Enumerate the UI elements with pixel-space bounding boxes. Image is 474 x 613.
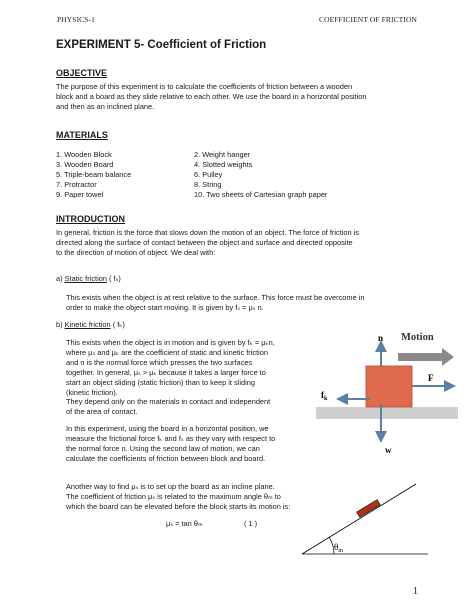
objective-heading: OBJECTIVE <box>56 68 108 78</box>
material-item: 3. Wooden Board <box>56 159 114 169</box>
motion-label: Motion <box>401 332 434 343</box>
static-friction-term: Static friction <box>64 274 107 283</box>
intro-line: to the direction of motion of object. We deal with: <box>56 248 216 258</box>
incline-diagram <box>300 476 432 560</box>
material-item: 5. Triple-beam balance <box>56 169 132 179</box>
materials-heading: MATERIALS <box>56 130 108 140</box>
introduction-heading: INTRODUCTION <box>56 214 125 224</box>
objective-text <box>56 82 416 113</box>
objective-line: block and a board as they slide relative to each other. We use the board in a horizontal position <box>56 92 367 102</box>
material-item: 9. Paper towel <box>56 189 104 199</box>
materials-col-2 <box>194 150 327 200</box>
ground-surface <box>316 407 458 419</box>
introduction-text <box>56 228 416 259</box>
kinetic-friction-heading: b) Kinetic friction ( fₖ) <box>56 320 125 329</box>
static-friction-text: This exists when the object is at rest relative to the surface. This force must be overcome in order to make the object start moving. It is given by fₛ = μₛ n. <box>66 293 365 312</box>
intro-line: In general, friction is the force that slows down the motion of an object. The force of friction is <box>56 228 360 237</box>
header-right: COEFFICIENT OF FRICTION <box>318 15 417 24</box>
equation: μₛ = tan θₘ <box>166 519 203 528</box>
material-item: 2. Weight hanger <box>194 150 251 159</box>
equation-number: ( 1 ) <box>244 519 258 528</box>
force-diagram <box>314 326 466 456</box>
kinetic-friction-text: This exists when the object is in motion and is given by fₖ = μₖn, where μₛ and μₖ are the coefficient of static and kinetic friction and n is the normal force which presses the two surfaces together. In general, μₛ > μₖ because it takes a larger force to start an object sliding (static friction) than to keep it sliding (kinetic friction). They depend only on the materials in contact and independent of the area of contact. <box>66 338 275 417</box>
applied-force-label: F <box>428 373 434 383</box>
static-friction-heading: a) Static friction ( fₛ) <box>56 274 121 283</box>
page-title: EXPERIMENT 5- Coefficient of Friction <box>56 39 267 51</box>
material-item: 4. Slotted weights <box>194 159 253 169</box>
objective-line: and then as an inclined plane. <box>56 102 155 112</box>
header-left: PHYSICS-1 <box>57 15 95 24</box>
horizontal-method-text: In this experiment, using the board in a horizontal position, we measure the frictional force fₖ and fₛ as they vary with respect to the normal force n. Using the second law of motion, we can calculate the coefficients of friction between block and board. <box>66 424 276 463</box>
angle-label: $\theta_m$ <box>334 542 343 554</box>
incline-plane-line <box>302 484 416 554</box>
weight-label: w <box>385 445 392 455</box>
objective-line: The purpose of this experiment is to calculate the coefficients of friction between a wooden <box>56 82 353 91</box>
material-item: 10. Two sheets of Cartesian graph paper <box>194 189 328 199</box>
material-item: 1. Wooden Block <box>56 150 112 159</box>
kinetic-friction-symbol: ( fₖ) <box>110 320 125 329</box>
static-friction-symbol: ( fₛ) <box>106 274 121 283</box>
block <box>366 366 412 407</box>
friction-force-label: $f_k$ <box>321 390 328 402</box>
material-item: 7. Protractor <box>56 179 97 189</box>
materials-col-1 <box>56 150 131 200</box>
kinetic-friction-term: Kinetic friction <box>64 320 111 329</box>
normal-force-label: n <box>378 333 384 343</box>
material-item: 8. String <box>194 179 222 189</box>
intro-line: directed along the surface of contact between the object and surface and directed opposite <box>56 238 353 248</box>
page-number: 1 <box>413 586 418 597</box>
motion-arrow <box>398 348 454 366</box>
incline-method-text: Another way to find μₛ is to set up the board as an incline plane. The coefficient of friction μₛ is related to the maximum angle θₘ to which the board can be elevated before the block starts its motion is: <box>66 482 291 511</box>
material-item: 6. Pulley <box>194 169 223 179</box>
